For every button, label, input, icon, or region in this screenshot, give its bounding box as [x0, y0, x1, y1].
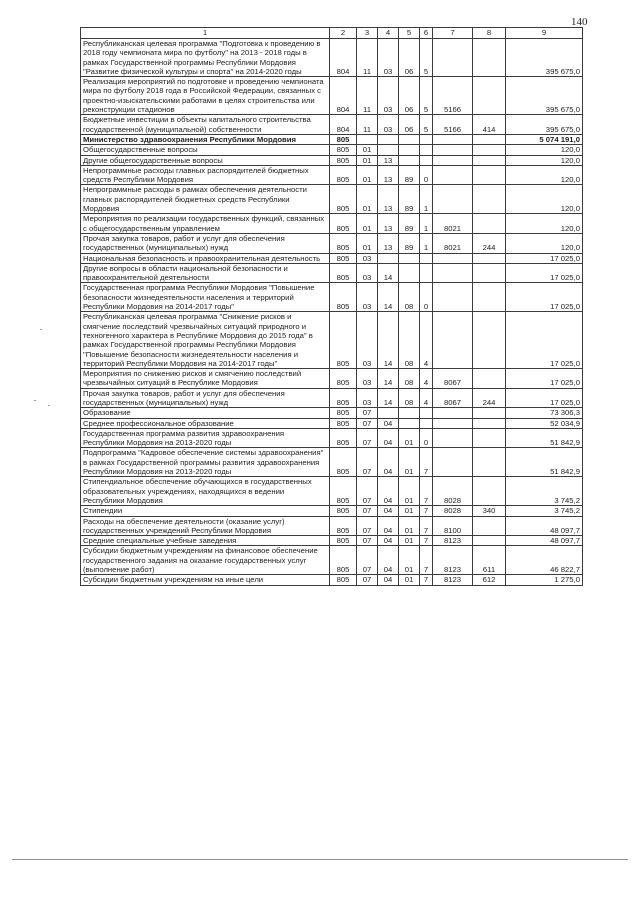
subprogram-cell: 7: [420, 506, 433, 516]
amount-cell: 1 275,0: [506, 575, 583, 585]
section-cell: 07: [357, 546, 378, 575]
grbs-code-cell: 805: [330, 506, 357, 516]
article-cell: 8067: [433, 388, 473, 408]
table-row: [81, 536, 583, 546]
article-cell: 8123: [433, 546, 473, 575]
amount-cell: 52 034,9: [506, 418, 583, 428]
grbs-code-cell: 805: [330, 312, 357, 369]
article-cell: 8123: [433, 575, 473, 585]
amount-cell: 48 097,7: [506, 516, 583, 536]
header-cell: 2: [330, 28, 357, 39]
amount-cell: 17 025,0: [506, 312, 583, 369]
section-cell: 07: [357, 516, 378, 536]
description-cell: Субсидии бюджетным учреждениям на иные цели: [81, 575, 330, 585]
subprogram-cell: 0: [420, 165, 433, 185]
article-cell: 8028: [433, 506, 473, 516]
amount-cell: 5 074 191,0: [506, 134, 583, 144]
subprogram-cell: 4: [420, 388, 433, 408]
program-cell: 01: [399, 448, 420, 477]
description-cell: Мероприятия по реализации государственных функций, связанных с общегосударственным управлением: [81, 214, 330, 234]
expense-type-cell: [473, 253, 506, 263]
subsection-cell: [378, 134, 399, 144]
table-row: [81, 145, 583, 155]
subsection-cell: 03: [378, 115, 399, 135]
amount-cell: 73 306,3: [506, 408, 583, 418]
subsection-cell: 04: [378, 536, 399, 546]
grbs-code-cell: 805: [330, 448, 357, 477]
program-cell: 01: [399, 428, 420, 448]
subprogram-cell: [420, 263, 433, 283]
program-cell: 06: [399, 39, 420, 77]
program-cell: [399, 134, 420, 144]
program-cell: 06: [399, 77, 420, 115]
table-row: [81, 39, 583, 77]
section-cell: 11: [357, 39, 378, 77]
subsection-cell: 14: [378, 283, 399, 312]
header-cell: 1: [81, 28, 330, 39]
amount-cell: 120,0: [506, 165, 583, 185]
expense-type-cell: [473, 418, 506, 428]
program-cell: [399, 418, 420, 428]
program-cell: 01: [399, 546, 420, 575]
expense-type-cell: [473, 428, 506, 448]
subsection-cell: 04: [378, 477, 399, 506]
subsection-cell: [378, 145, 399, 155]
section-cell: 07: [357, 477, 378, 506]
subsection-cell: 04: [378, 516, 399, 536]
expense-type-cell: 611: [473, 546, 506, 575]
subprogram-cell: 7: [420, 546, 433, 575]
article-cell: [433, 39, 473, 77]
subprogram-cell: 7: [420, 575, 433, 585]
table-row: [81, 115, 583, 135]
table-row: [81, 263, 583, 283]
scan-speck: [48, 405, 50, 406]
amount-cell: 51 842,9: [506, 428, 583, 448]
amount-cell: 17 025,0: [506, 253, 583, 263]
section-cell: 07: [357, 575, 378, 585]
section-cell: 07: [357, 506, 378, 516]
section-cell: 01: [357, 165, 378, 185]
article-cell: [433, 165, 473, 185]
program-cell: 01: [399, 506, 420, 516]
grbs-code-cell: 804: [330, 39, 357, 77]
program-cell: 89: [399, 214, 420, 234]
section-cell: 03: [357, 283, 378, 312]
subprogram-cell: 1: [420, 214, 433, 234]
article-cell: 8123: [433, 536, 473, 546]
grbs-code-cell: 805: [330, 428, 357, 448]
description-cell: Другие вопросы в области национальной безопасности и правоохранительной деятельности: [81, 263, 330, 283]
section-cell: 07: [357, 536, 378, 546]
amount-cell: 17 025,0: [506, 369, 583, 389]
section-cell: 11: [357, 115, 378, 135]
subprogram-cell: 5: [420, 39, 433, 77]
section-cell: 07: [357, 418, 378, 428]
description-cell: Общегосударственные вопросы: [81, 145, 330, 155]
subprogram-cell: [420, 418, 433, 428]
program-cell: 01: [399, 536, 420, 546]
description-cell: Непрограммные расходы главных распорядителей бюджетных средств Республики Мордовия: [81, 165, 330, 185]
subsection-cell: 14: [378, 388, 399, 408]
subprogram-cell: [420, 134, 433, 144]
amount-cell: 3 745,2: [506, 477, 583, 506]
table-row: [81, 185, 583, 214]
subsection-cell: 13: [378, 165, 399, 185]
subsection-cell: 04: [378, 428, 399, 448]
amount-cell: 120,0: [506, 145, 583, 155]
subprogram-cell: [420, 145, 433, 155]
header-cell: 7: [433, 28, 473, 39]
grbs-code-cell: 805: [330, 477, 357, 506]
table-row: [81, 428, 583, 448]
table-row: [81, 312, 583, 369]
article-cell: [433, 283, 473, 312]
description-cell: Средние специальные учебные заведения: [81, 536, 330, 546]
amount-cell: 3 745,2: [506, 506, 583, 516]
scan-speck: [40, 329, 42, 330]
expense-type-cell: [473, 214, 506, 234]
description-cell: Реализация мероприятий по подготовке и проведению чемпионата мира по футболу 2018 года в Российской Федерации, связанных с проектно-изыскательскими работами в целях строительства или реконструкции стадионов: [81, 77, 330, 115]
grbs-code-cell: 805: [330, 408, 357, 418]
amount-cell: 395 675,0: [506, 77, 583, 115]
article-cell: 8100: [433, 516, 473, 536]
subsection-cell: 13: [378, 155, 399, 165]
section-cell: 07: [357, 448, 378, 477]
subsection-cell: 13: [378, 233, 399, 253]
article-cell: [433, 134, 473, 144]
description-cell: Прочая закупка товаров, работ и услуг для обеспечения государственных (муниципальных) нужд: [81, 233, 330, 253]
budget-table: [80, 27, 583, 586]
expense-type-cell: [473, 516, 506, 536]
amount-cell: 17 025,0: [506, 388, 583, 408]
article-cell: [433, 408, 473, 418]
description-cell: Прочая закупка товаров, работ и услуг для обеспечения государственных (муниципальных) нужд: [81, 388, 330, 408]
subsection-cell: 04: [378, 506, 399, 516]
header-cell: 3: [357, 28, 378, 39]
table-row: [81, 546, 583, 575]
program-cell: 08: [399, 369, 420, 389]
subprogram-cell: [420, 155, 433, 165]
amount-cell: 395 675,0: [506, 115, 583, 135]
description-cell: Образование: [81, 408, 330, 418]
description-cell: Республиканская целевая программа "Снижение рисков и смягчение последствий чрезвычайных ситуаций природного и техногенного характера в Республике Мордовия до 2015 года" в рамках Государственной программы Республики Мордовия "Повышение безопасности жизнедеятельности населения и территорий Республики Мордовия на 2014-2017 годы": [81, 312, 330, 369]
section-cell: 03: [357, 263, 378, 283]
grbs-code-cell: 805: [330, 575, 357, 585]
expense-type-cell: [473, 185, 506, 214]
article-cell: 5166: [433, 77, 473, 115]
article-cell: [433, 418, 473, 428]
grbs-code-cell: 805: [330, 418, 357, 428]
subsection-cell: 04: [378, 546, 399, 575]
grbs-code-cell: 805: [330, 165, 357, 185]
description-cell: Субсидии бюджетным учреждениям на финансовое обеспечение государственного задания на оказание государственных услуг (выполнение работ): [81, 546, 330, 575]
section-cell: 03: [357, 312, 378, 369]
program-cell: 89: [399, 233, 420, 253]
program-cell: [399, 263, 420, 283]
expense-type-cell: 340: [473, 506, 506, 516]
article-cell: 5166: [433, 115, 473, 135]
table-row: [81, 214, 583, 234]
grbs-code-cell: 805: [330, 155, 357, 165]
header-cell: 4: [378, 28, 399, 39]
expense-type-cell: [473, 283, 506, 312]
subprogram-cell: [420, 253, 433, 263]
subprogram-cell: 7: [420, 536, 433, 546]
table-row: [81, 477, 583, 506]
subsection-cell: 04: [378, 448, 399, 477]
subprogram-cell: 1: [420, 185, 433, 214]
scan-speck: [34, 400, 36, 401]
description-cell: Расходы на обеспечение деятельности (оказание услуг) государственных учреждений Республики Мордовия: [81, 516, 330, 536]
amount-cell: 51 842,9: [506, 448, 583, 477]
expense-type-cell: [473, 39, 506, 77]
section-cell: [357, 134, 378, 144]
amount-cell: 48 097,7: [506, 536, 583, 546]
subprogram-cell: 7: [420, 516, 433, 536]
subsection-cell: 03: [378, 39, 399, 77]
table-row: [81, 418, 583, 428]
grbs-code-cell: 805: [330, 185, 357, 214]
description-cell: Мероприятия по снижению рисков и смягчению последствий чрезвычайных ситуаций в Республике Мордовия: [81, 369, 330, 389]
article-cell: [433, 145, 473, 155]
grbs-code-cell: 804: [330, 77, 357, 115]
subsection-cell: 14: [378, 369, 399, 389]
description-cell: Бюджетные инвестиции в объекты капитального строительства государственной (муниципальной) собственности: [81, 115, 330, 135]
program-cell: [399, 145, 420, 155]
expense-type-cell: [473, 145, 506, 155]
description-cell: Подпрограмма "Кадровое обеспечение системы здравоохранения" в рамках Государственной программы развития здравоохранения Республики Мордовия на 2013-2020 годы: [81, 448, 330, 477]
program-cell: 01: [399, 516, 420, 536]
table-row: [81, 408, 583, 418]
table-row: [81, 283, 583, 312]
subsection-cell: 04: [378, 575, 399, 585]
description-cell: Стипендии: [81, 506, 330, 516]
subsection-cell: [378, 253, 399, 263]
program-cell: 01: [399, 575, 420, 585]
grbs-code-cell: 805: [330, 369, 357, 389]
article-cell: 8028: [433, 477, 473, 506]
subprogram-cell: 5: [420, 115, 433, 135]
amount-cell: 120,0: [506, 214, 583, 234]
table-row: [81, 506, 583, 516]
table-row: [81, 388, 583, 408]
table-row: [81, 369, 583, 389]
expense-type-cell: [473, 536, 506, 546]
grbs-code-cell: 805: [330, 145, 357, 155]
program-cell: 08: [399, 312, 420, 369]
section-cell: 07: [357, 408, 378, 418]
subprogram-cell: 1: [420, 233, 433, 253]
description-cell: Среднее профессиональное образование: [81, 418, 330, 428]
description-cell: Министерство здравоохранения Республики Мордовия: [81, 134, 330, 144]
program-cell: 01: [399, 477, 420, 506]
description-cell: Непрограммные расходы в рамках обеспечения деятельности главных распорядителей бюджетных средств Республики Мордовия: [81, 185, 330, 214]
expense-type-cell: [473, 477, 506, 506]
subsection-cell: 03: [378, 77, 399, 115]
description-cell: Республиканская целевая программа "Подготовка к проведению в 2018 году чемпионата мира по футболу" на 2013 - 2018 годы в рамках Государственной программы Республики Мордовия "Развитие физической культуры и спорта" на 2014-2020 годы: [81, 39, 330, 77]
grbs-code-cell: 805: [330, 233, 357, 253]
subsection-cell: 04: [378, 418, 399, 428]
expense-type-cell: [473, 155, 506, 165]
subsection-cell: 14: [378, 263, 399, 283]
table-row: [81, 575, 583, 585]
grbs-code-cell: 805: [330, 388, 357, 408]
section-cell: 03: [357, 388, 378, 408]
table-row: [81, 77, 583, 115]
header-cell: 9: [506, 28, 583, 39]
grbs-code-cell: 805: [330, 536, 357, 546]
section-cell: 01: [357, 233, 378, 253]
subsection-cell: [378, 408, 399, 418]
header-cell: 8: [473, 28, 506, 39]
header-cell: 6: [420, 28, 433, 39]
grbs-code-cell: 805: [330, 134, 357, 144]
amount-cell: 46 822,7: [506, 546, 583, 575]
expense-type-cell: [473, 369, 506, 389]
expense-type-cell: [473, 448, 506, 477]
table-row: [81, 448, 583, 477]
grbs-code-cell: 805: [330, 283, 357, 312]
header-cell: 5: [399, 28, 420, 39]
program-cell: [399, 155, 420, 165]
amount-cell: 120,0: [506, 185, 583, 214]
article-cell: 8067: [433, 369, 473, 389]
section-cell: 01: [357, 155, 378, 165]
subprogram-cell: [420, 408, 433, 418]
section-cell: 03: [357, 253, 378, 263]
section-cell: 01: [357, 185, 378, 214]
section-cell: 07: [357, 428, 378, 448]
description-cell: Государственная программа развития здравоохранения Республики Мордовия на 2013-2020 годы: [81, 428, 330, 448]
article-cell: [433, 428, 473, 448]
expense-type-cell: 414: [473, 115, 506, 135]
subprogram-cell: 0: [420, 428, 433, 448]
article-cell: [433, 253, 473, 263]
section-cell: 03: [357, 369, 378, 389]
table-row: [81, 134, 583, 144]
description-cell: Национальная безопасность и правоохранительная деятельность: [81, 253, 330, 263]
grbs-code-cell: 805: [330, 546, 357, 575]
article-cell: [433, 448, 473, 477]
expense-type-cell: 244: [473, 233, 506, 253]
article-cell: 8021: [433, 233, 473, 253]
table-row: [81, 233, 583, 253]
article-cell: 8021: [433, 214, 473, 234]
section-cell: 11: [357, 77, 378, 115]
subsection-cell: 13: [378, 214, 399, 234]
description-cell: Другие общегосударственные вопросы: [81, 155, 330, 165]
article-cell: [433, 155, 473, 165]
page-number: 140: [571, 16, 588, 28]
expense-type-cell: 244: [473, 388, 506, 408]
expense-type-cell: [473, 165, 506, 185]
program-cell: 08: [399, 388, 420, 408]
expense-type-cell: [473, 408, 506, 418]
subprogram-cell: 4: [420, 312, 433, 369]
amount-cell: 17 025,0: [506, 263, 583, 283]
expense-type-cell: [473, 134, 506, 144]
scan-edge-line: [12, 859, 628, 860]
subprogram-cell: 5: [420, 77, 433, 115]
subprogram-cell: 7: [420, 477, 433, 506]
amount-cell: 120,0: [506, 155, 583, 165]
program-cell: 08: [399, 283, 420, 312]
description-cell: Стипендиальное обеспечение обучающихся в государственных образовательных учреждениях, находящихся в ведении Республики Мордовия: [81, 477, 330, 506]
program-cell: [399, 253, 420, 263]
grbs-code-cell: 805: [330, 253, 357, 263]
program-cell: 89: [399, 165, 420, 185]
program-cell: [399, 408, 420, 418]
expense-type-cell: [473, 77, 506, 115]
program-cell: 89: [399, 185, 420, 214]
article-cell: [433, 312, 473, 369]
section-cell: 01: [357, 145, 378, 155]
subprogram-cell: 4: [420, 369, 433, 389]
description-cell: Государственная программа Республики Мордовия "Повышение безопасности жизнедеятельности населения и территорий Республики Мордовия на 2014-2017 годы": [81, 283, 330, 312]
table-row: [81, 155, 583, 165]
table-row: [81, 165, 583, 185]
program-cell: 06: [399, 115, 420, 135]
subsection-cell: 14: [378, 312, 399, 369]
amount-cell: 120,0: [506, 233, 583, 253]
article-cell: [433, 185, 473, 214]
article-cell: [433, 263, 473, 283]
grbs-code-cell: 804: [330, 115, 357, 135]
section-cell: 01: [357, 214, 378, 234]
table-row: [81, 253, 583, 263]
amount-cell: 395 675,0: [506, 39, 583, 77]
grbs-code-cell: 805: [330, 516, 357, 536]
amount-cell: 17 025,0: [506, 283, 583, 312]
subsection-cell: 13: [378, 185, 399, 214]
expense-type-cell: 612: [473, 575, 506, 585]
grbs-code-cell: 805: [330, 214, 357, 234]
table-row: [81, 516, 583, 536]
grbs-code-cell: 805: [330, 263, 357, 283]
expense-type-cell: [473, 263, 506, 283]
subprogram-cell: 7: [420, 448, 433, 477]
subprogram-cell: 0: [420, 283, 433, 312]
header-row: [81, 28, 583, 39]
expense-type-cell: [473, 312, 506, 369]
